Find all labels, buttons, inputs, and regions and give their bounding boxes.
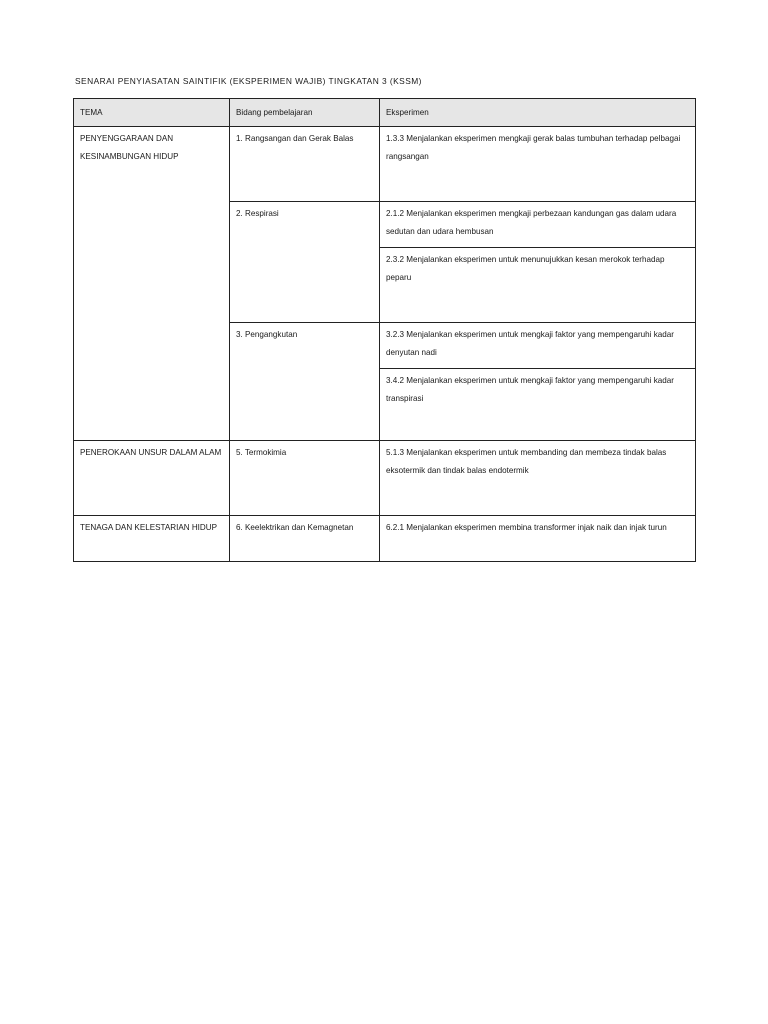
document-title: SENARAI PENYIASATAN SAINTIFIK (EKSPERIMEN WAJIB) TINGKATAN 3 (KSSM): [75, 76, 422, 86]
tema-cell: PENEROKAAN UNSUR DALAM ALAM: [74, 441, 230, 516]
header-tema: TEMA: [74, 99, 230, 127]
eksperimen-cell: 2.3.2 Menjalankan eksperimen untuk menunujukkan kesan merokok terhadap peparu: [380, 248, 696, 323]
eksperimen-cell: 5.1.3 Menjalankan eksperimen untuk membanding dan membeza tindak balas eksotermik dan tindak balas endotermik: [380, 441, 696, 516]
table-header-row: [74, 99, 696, 127]
table-row: [74, 441, 696, 516]
eksperimen-cell: 1.3.3 Menjalankan eksperimen mengkaji gerak balas tumbuhan terhadap pelbagai rangsangan: [380, 127, 696, 202]
bidang-cell: 6. Keelektrikan dan Kemagnetan: [230, 516, 380, 562]
header-bidang: Bidang pembelajaran: [230, 99, 380, 127]
header-eksperimen: Eksperimen: [380, 99, 696, 127]
bidang-cell: 2. Respirasi: [230, 202, 380, 323]
tema-cell: TENAGA DAN KELESTARIAN HIDUP: [74, 516, 230, 562]
eksperimen-cell: 3.2.3 Menjalankan eksperimen untuk mengkaji faktor yang mempengaruhi kadar denyutan nadi: [380, 323, 696, 369]
table-row: [74, 127, 696, 202]
bidang-cell: 3. Pengangkutan: [230, 323, 380, 441]
eksperimen-cell: 6.2.1 Menjalankan eksperimen membina transformer injak naik dan injak turun: [380, 516, 696, 562]
bidang-cell: 5. Termokimia: [230, 441, 380, 516]
table-row: [74, 516, 696, 562]
experiment-table: [73, 98, 696, 562]
tema-cell: PENYENGGARAAN DAN KESINAMBUNGAN HIDUP: [74, 127, 230, 441]
eksperimen-cell: 3.4.2 Menjalankan eksperimen untuk mengkaji faktor yang mempengaruhi kadar transpirasi: [380, 369, 696, 441]
eksperimen-cell: 2.1.2 Menjalankan eksperimen mengkaji perbezaan kandungan gas dalam udara sedutan dan udara hembusan: [380, 202, 696, 248]
bidang-cell: 1. Rangsangan dan Gerak Balas: [230, 127, 380, 202]
